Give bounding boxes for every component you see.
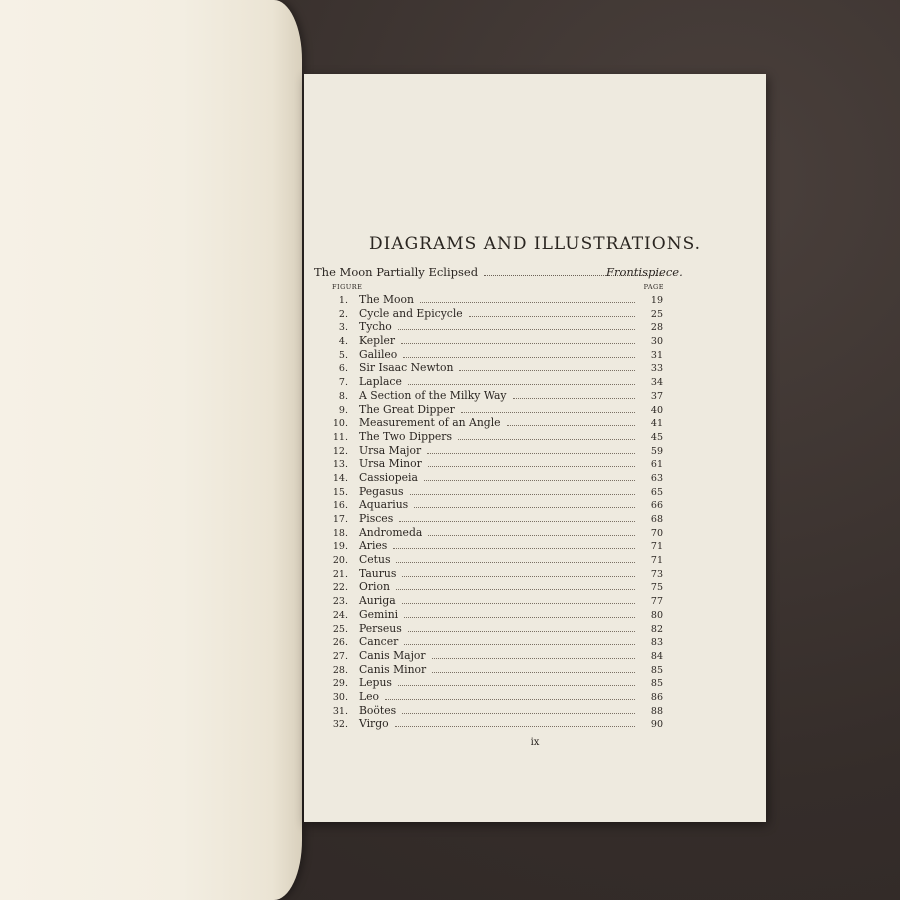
dot-leader	[404, 617, 635, 618]
figure-title: Kepler	[359, 334, 396, 348]
figure-title: Measurement of an Angle	[359, 416, 501, 430]
figure-title: Lepus	[359, 676, 392, 690]
dot-leader	[428, 466, 635, 467]
dot-leader	[396, 589, 635, 590]
figure-title: Aries	[359, 539, 388, 553]
figure-number: 22.	[332, 582, 348, 594]
left-blank-page	[0, 0, 302, 900]
dot-leader	[458, 439, 635, 440]
frontispiece-label: The Moon Partially Eclipsed	[314, 265, 479, 279]
figure-number: 13.	[332, 459, 348, 471]
dot-leader	[401, 343, 635, 344]
figure-title: Virgo	[359, 717, 389, 731]
figure-number: 10.	[332, 418, 348, 430]
figure-number: 6.	[338, 363, 348, 375]
figure-title: Ursa Minor	[359, 457, 422, 471]
column-headers	[332, 283, 664, 291]
list-item	[324, 704, 663, 718]
list-item	[324, 622, 663, 636]
dot-leader	[420, 302, 635, 303]
dot-leader	[428, 535, 635, 536]
page-number: 73	[650, 568, 663, 580]
figure-title: Pisces	[359, 512, 394, 525]
dot-leader	[414, 507, 635, 508]
page-number: 70	[650, 527, 663, 539]
dot-leader	[403, 357, 635, 358]
figure-number: 5.	[338, 349, 348, 361]
page-number: 71	[650, 555, 663, 567]
dot-leader	[395, 726, 635, 727]
figure-column-header: FIGURE	[332, 283, 363, 291]
dot-leader	[396, 562, 635, 563]
list-item	[324, 676, 663, 690]
figure-number: 31.	[332, 705, 348, 717]
figure-title: Leo	[359, 689, 380, 703]
figure-number: 21.	[332, 568, 348, 580]
figure-title: Gemini	[359, 607, 399, 621]
figure-title: Cetus	[359, 553, 391, 567]
figure-number: 3.	[338, 322, 348, 334]
figure-number: 15.	[332, 486, 348, 498]
dot-leader	[399, 521, 635, 522]
dot-leader	[398, 329, 635, 330]
figure-title: Galileo	[359, 347, 398, 361]
list-item	[324, 539, 663, 553]
list-item	[324, 293, 663, 307]
list-item	[324, 307, 663, 321]
page-number: 66	[650, 500, 663, 512]
page-number: 25	[650, 308, 663, 320]
figure-title: Boötes	[359, 703, 397, 717]
figure-number: 11.	[332, 431, 348, 443]
list-item	[324, 444, 663, 458]
page-number: 82	[650, 623, 663, 635]
figure-number: 1.	[338, 295, 348, 306]
figure-number: 24.	[332, 609, 348, 621]
page-number: 84	[650, 650, 663, 662]
illustration-list	[324, 293, 663, 731]
frontispiece-reference: Frontispiece.	[606, 265, 683, 279]
list-item	[324, 498, 663, 512]
page-number: 33	[650, 363, 663, 375]
page-number: 68	[650, 514, 663, 525]
page-number: 31	[650, 349, 663, 361]
dot-leader	[427, 453, 635, 454]
dot-leader	[402, 713, 635, 714]
list-item	[324, 580, 663, 594]
dot-leader	[410, 494, 635, 495]
page-number: 59	[650, 445, 663, 457]
page-number: 45	[650, 431, 663, 443]
page-number: 40	[650, 404, 663, 416]
figure-number: 16.	[332, 500, 348, 512]
list-item	[324, 361, 663, 375]
list-item	[324, 334, 663, 348]
figure-title: Ursa Major	[359, 443, 422, 457]
figure-title: A Section of the Milky Way	[359, 388, 507, 402]
page-number: 34	[650, 377, 663, 389]
list-item	[324, 375, 663, 389]
dot-leader	[402, 576, 635, 577]
figure-title: Pegasus	[359, 484, 404, 498]
page-number: 83	[650, 637, 663, 649]
figure-title: Sir Isaac Newton	[359, 361, 454, 375]
figure-title: The Moon	[359, 293, 414, 306]
figure-number: 30.	[332, 691, 348, 703]
figure-title: Canis Minor	[359, 662, 427, 676]
list-item	[324, 649, 663, 663]
figure-number: 8.	[338, 390, 348, 402]
page-number: 30	[650, 336, 663, 348]
page-folio: ix	[530, 737, 540, 748]
page-number: 71	[650, 541, 663, 553]
figure-title: Aquarius	[359, 498, 409, 512]
dot-leader	[408, 384, 635, 385]
figure-title: Laplace	[359, 375, 402, 389]
page-number: 65	[650, 486, 663, 498]
figure-number: 2.	[338, 308, 348, 320]
list-item	[324, 471, 663, 485]
dot-leader	[393, 548, 635, 549]
page-number: 80	[650, 609, 663, 621]
dot-leader	[513, 398, 635, 399]
figure-title: Tycho	[359, 320, 392, 334]
dot-leader	[432, 672, 635, 673]
page-number: 63	[650, 472, 663, 484]
dot-leader	[469, 316, 635, 317]
page-number: 41	[650, 418, 663, 430]
page-number: 86	[650, 691, 663, 703]
page-number: 19	[650, 295, 663, 306]
figure-title: Andromeda	[359, 525, 423, 539]
list-item	[324, 348, 663, 362]
list-item	[324, 485, 663, 499]
list-item	[324, 416, 663, 430]
figure-number: 7.	[338, 377, 348, 389]
figure-number: 12.	[332, 445, 348, 457]
figure-title: Cycle and Epicycle	[359, 306, 463, 320]
figure-title: The Two Dippers	[359, 429, 452, 443]
dot-leader	[408, 631, 635, 632]
figure-number: 23.	[332, 596, 348, 608]
figure-number: 20.	[332, 555, 348, 567]
dot-leader	[402, 603, 635, 604]
list-item	[324, 663, 663, 677]
figure-number: 19.	[332, 541, 348, 553]
dot-leader	[461, 412, 635, 413]
figure-title: The Great Dipper	[359, 402, 455, 416]
dot-leader	[404, 644, 635, 645]
figure-number: 4.	[338, 336, 348, 348]
list-item	[324, 717, 663, 731]
page-column-header: PAGE	[643, 283, 664, 291]
dot-leader	[385, 699, 635, 700]
figure-title: Canis Major	[359, 648, 426, 662]
dot-leader	[432, 658, 635, 659]
page-number: 75	[650, 582, 663, 594]
figure-title: Orion	[359, 580, 390, 594]
figure-number: 25.	[332, 623, 348, 635]
page-number: 88	[650, 705, 663, 717]
page-number: 77	[650, 596, 663, 608]
figure-title: Auriga	[359, 594, 396, 608]
figure-number: 29.	[332, 678, 348, 690]
dot-leader	[507, 425, 635, 426]
page-number: 90	[650, 719, 663, 731]
figure-number: 9.	[338, 404, 348, 416]
dot-leader	[424, 480, 635, 481]
list-item	[324, 430, 663, 444]
page-number: 85	[650, 664, 663, 676]
list-item	[324, 690, 663, 704]
page-number: 61	[650, 459, 663, 471]
figure-title: Perseus	[359, 621, 402, 635]
figure-number: 26.	[332, 637, 348, 649]
dot-leader	[398, 685, 635, 686]
figure-number: 27.	[332, 650, 348, 662]
figure-title: Taurus	[359, 566, 397, 580]
book-page	[304, 74, 766, 822]
page-number: 85	[650, 678, 663, 690]
figure-number: 18.	[332, 527, 348, 539]
list-item	[324, 567, 663, 581]
frontispiece-entry	[314, 265, 683, 279]
figure-number: 14.	[332, 472, 348, 484]
page-number: 28	[650, 322, 663, 334]
figure-title: Cassiopeia	[359, 470, 418, 484]
list-item	[324, 526, 663, 540]
list-item	[324, 594, 663, 608]
dot-leader	[459, 370, 635, 371]
list-item	[324, 635, 663, 649]
list-item	[324, 457, 663, 471]
list-item	[324, 403, 663, 417]
figure-number: 17.	[332, 514, 348, 525]
page-number: 37	[650, 390, 663, 402]
list-item	[324, 553, 663, 567]
list-item	[324, 512, 663, 526]
list-item	[324, 389, 663, 403]
figure-number: 28.	[332, 664, 348, 676]
list-item	[324, 608, 663, 622]
list-item	[324, 320, 663, 334]
figure-title: Cancer	[359, 635, 399, 649]
figure-number: 32.	[332, 719, 348, 731]
page-title: DIAGRAMS AND ILLUSTRATIONS.	[368, 234, 702, 254]
